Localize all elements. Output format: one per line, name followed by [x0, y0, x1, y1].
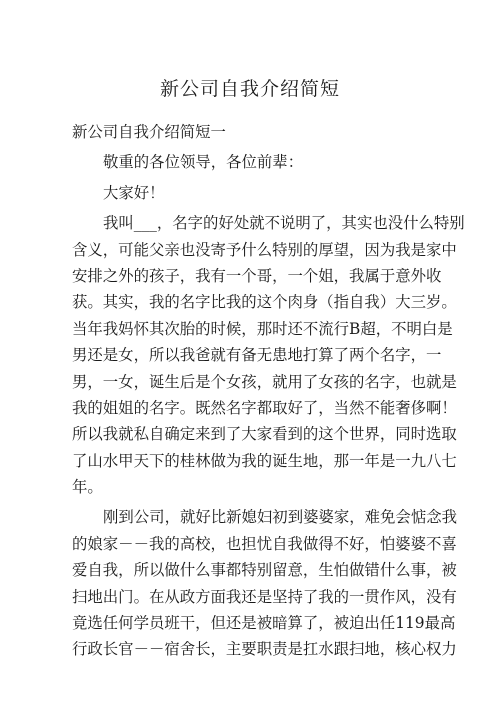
paragraph-line: 当年我妈怀其次胎的时候，那时还不流行B超，不明白是 — [72, 319, 453, 338]
section-heading: 新公司自我介绍简短一 — [72, 123, 226, 141]
salutation-line: 大家好！ — [103, 183, 165, 202]
paragraph-line: 了山水甲天下的桂林做为我的诞生地，那一年是一九八七 — [72, 451, 457, 470]
paragraph-line: 含义，可能父亲也没寄予什么特别的厚望，因为我是家中 — [72, 240, 457, 259]
paragraph-line: 年。 — [72, 478, 103, 497]
document-body — [72, 119, 465, 663]
document-title: 新公司自我介绍简短 — [159, 78, 340, 100]
paragraph-line: 男，一女，诞生后是个女孩，就用了女孩的名字，也就是 — [72, 372, 457, 391]
greeting-line: 敬重的各位领导，各位前辈： — [103, 153, 304, 172]
paragraph-1 — [72, 210, 465, 500]
paragraph-line: 获。其实，我的名字比我的这个肉身（指自我）大三岁。 — [72, 293, 457, 312]
paragraph-line: 刚到公司，就好比新媳妇初到婆婆家，难免会惦念我 — [103, 508, 457, 527]
paragraph-line: 安排之外的孩子，我有一个哥，一个姐，我属于意外收 — [72, 266, 442, 285]
paragraph-line: 我的姐姐的名字。既然名字都取好了，当然不能奢侈啊！ — [72, 398, 457, 417]
paragraph-line: 所以我就私自确定来到了大家看到的这个世界，同时选取 — [72, 425, 457, 444]
paragraph-line: 我叫___，名字的好处就不说明了，其实也没什么特别 — [103, 214, 465, 233]
paragraph-line: 男还是女，所以我爸就有备无患地打算了两个名字，一 — [72, 346, 442, 365]
paragraph-line: 的娘家－－我的高校，也担忧自我做得不好，怕婆婆不喜 — [72, 534, 457, 553]
paragraph-line: 竟选任何学员班干，但还是被暗算了，被迫出任119最高 — [72, 614, 456, 633]
paragraph-line: 行政长官－－宿舍长，主要职责是扛水跟扫地，核心权力 — [72, 640, 457, 659]
paragraph-line: 爱自我，所以做什么事都特别留意，生怕做错什么事，被 — [72, 561, 457, 580]
paragraph-2 — [72, 504, 457, 662]
paragraph-line: 扫地出门。在从政方面我还是坚持了我的一贯作风，没有 — [72, 587, 457, 606]
